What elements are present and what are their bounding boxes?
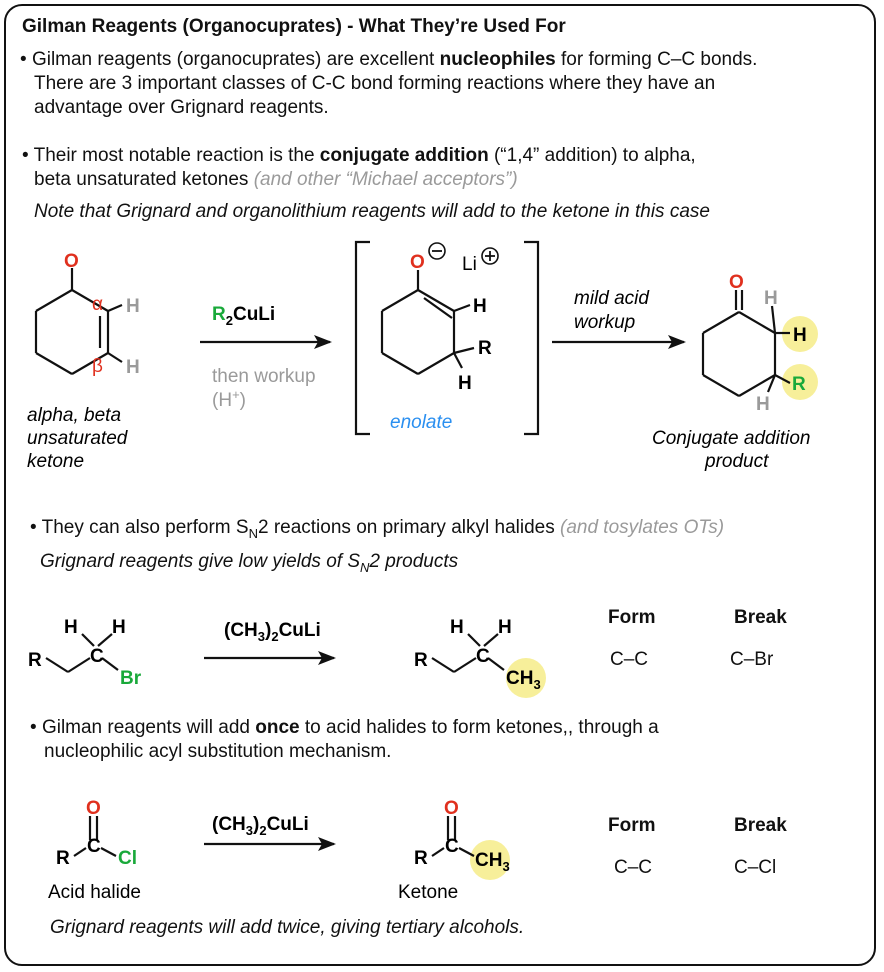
enolate-h-vinyl: H (473, 296, 487, 317)
bullet: • (30, 517, 37, 538)
sn2-break-header: Break (734, 607, 787, 628)
intro-line1-post: for forming C–C bonds. (555, 49, 758, 70)
intro-line1-pre: Gilman reagents (organocuprates) are excellent (31, 49, 440, 70)
sn2-break-value: C–Br (730, 649, 774, 670)
bullet-intro (20, 48, 757, 71)
sn2-product-c: C (476, 646, 490, 667)
section3-note: Grignard reagents will add twice, giving tertiary alcohols. (50, 917, 525, 938)
section2-note-pre: Grignard reagents give low yields of S (40, 551, 360, 572)
enolate-r: R (478, 338, 492, 359)
bromide-r: R (28, 650, 42, 671)
mild-acid-label: mild acid (574, 288, 649, 309)
ketone-r: R (414, 848, 428, 869)
sn2-product-structure (432, 634, 504, 672)
section2-line1-pre: They can also perform S (41, 517, 249, 538)
workup-label: workup (574, 312, 636, 333)
start-label-3: ketone (27, 451, 85, 472)
sn2-product-ch3: $CH_3$ (506, 668, 541, 692)
acyl-break-header: Break (734, 815, 787, 836)
intro-line1-bold: nucleophiles (439, 49, 556, 70)
bromide-c: C (90, 646, 104, 667)
enolate-h-beta: H (458, 373, 472, 394)
page-title: Gilman Reagents (Organocuprates) - What They’re Used For (22, 16, 566, 37)
sn2-form-value: C–C (610, 649, 649, 670)
start-label-1: alpha, beta (27, 405, 122, 426)
bullet: • (22, 145, 29, 166)
ketone-ch3: $CH_3$ (475, 850, 510, 874)
acyl-form-value: C–C (614, 857, 653, 878)
h-plus: (H+) (212, 387, 246, 411)
beta-label: β (92, 356, 103, 377)
acid-halide-label: Acid halide (48, 882, 141, 903)
start-label-2: unsaturated (27, 428, 128, 449)
enolate-oxygen: O (410, 252, 425, 273)
intro-line3: advantage over Grignard reagents. (34, 97, 329, 118)
enone-h-alpha: H (126, 296, 140, 317)
section2-note (40, 550, 458, 579)
section3-line2: nucleophilic acyl substitution mechanism. (44, 741, 392, 762)
acid-chloride-c: C (87, 836, 101, 857)
section3-line1 (30, 716, 659, 739)
section1-line2-aside: (and other “Michael acceptors”) (253, 169, 518, 190)
section1-line1-bold: conjugate addition (319, 145, 489, 166)
section2-note-post: 2 products (369, 551, 459, 572)
product-r: R (792, 374, 806, 395)
enolate-label: enolate (390, 412, 453, 433)
product-h-new: H (793, 325, 807, 346)
gilman-reagent: $R_2CuLi$ (212, 304, 276, 328)
enone-structure (36, 268, 122, 374)
bromide-h-right: H (112, 617, 126, 638)
ketone-label: Ketone (398, 882, 459, 903)
section1-line1-pre: Their most notable reaction is the (33, 145, 320, 166)
intro-line2: There are 3 important classes of C-C bond forming reactions where they have an (34, 73, 716, 94)
acid-chloride-o: O (86, 798, 101, 819)
enolate-structure (382, 270, 474, 374)
acid-chloride-r: R (56, 848, 70, 869)
section1-line2-text: beta unsaturated ketones (34, 169, 254, 190)
acyl-form-header: Form (608, 815, 656, 836)
sn2-product-r: R (414, 650, 428, 671)
product-label-1: Conjugate addition (652, 428, 811, 449)
acyl-reagent: $(CH_3)_2CuLi$ (212, 814, 309, 838)
enone-oxygen: O (64, 251, 79, 272)
section2-line1-aside: (and tosylates OTs) (560, 517, 725, 538)
section1-note: Note that Grignard and organolithium reagents will add to the ketone in this case (34, 201, 710, 222)
then-workup: then workup (212, 366, 316, 387)
bullet: • (30, 717, 37, 738)
sn2-reagent: $(CH_3)_2CuLi$ (224, 620, 321, 644)
product-h-bottom: H (756, 394, 770, 415)
section2-note-sub: N (360, 559, 370, 575)
section3-line1-pre: Gilman reagents will add (41, 717, 256, 738)
section2-line1-post: 2 reactions on primary alkyl halides (257, 517, 560, 538)
section2-line1-sub: N (248, 525, 258, 541)
ketone-o: O (444, 798, 459, 819)
ketone-c: C (445, 836, 459, 857)
section3-line1-post: to acid halides to form ketones,, through a (299, 717, 659, 738)
bracket-left (356, 242, 370, 434)
section1-line1 (22, 144, 696, 167)
product-oxygen: O (729, 272, 744, 293)
bromide-br: Br (120, 668, 142, 689)
acid-chloride-cl: Cl (118, 848, 137, 869)
alpha-label: α (92, 294, 103, 315)
lithium-counterion: Li (462, 254, 477, 275)
section1-line1-post: (“1,4” addition) to alpha, (488, 145, 696, 166)
product-h-top: H (764, 288, 778, 309)
acyl-break-value: C–Cl (734, 857, 777, 878)
sn2-product-h-right: H (498, 617, 512, 638)
alkyl-bromide-structure (46, 634, 118, 672)
sn2-product-h-left: H (450, 617, 464, 638)
enone-h-beta: H (126, 357, 140, 378)
bullet: • (20, 49, 27, 70)
bromide-h-left: H (64, 617, 78, 638)
conjugate-addition-scheme (0, 230, 884, 480)
acyl-substitution-scheme (0, 780, 884, 910)
section3-line1-bold: once (255, 717, 300, 738)
sn2-form-header: Form (608, 607, 656, 628)
section1-line2 (34, 168, 518, 191)
section2-line1 (30, 516, 724, 545)
bracket-right (524, 242, 538, 434)
product-label-2: product (705, 451, 769, 472)
